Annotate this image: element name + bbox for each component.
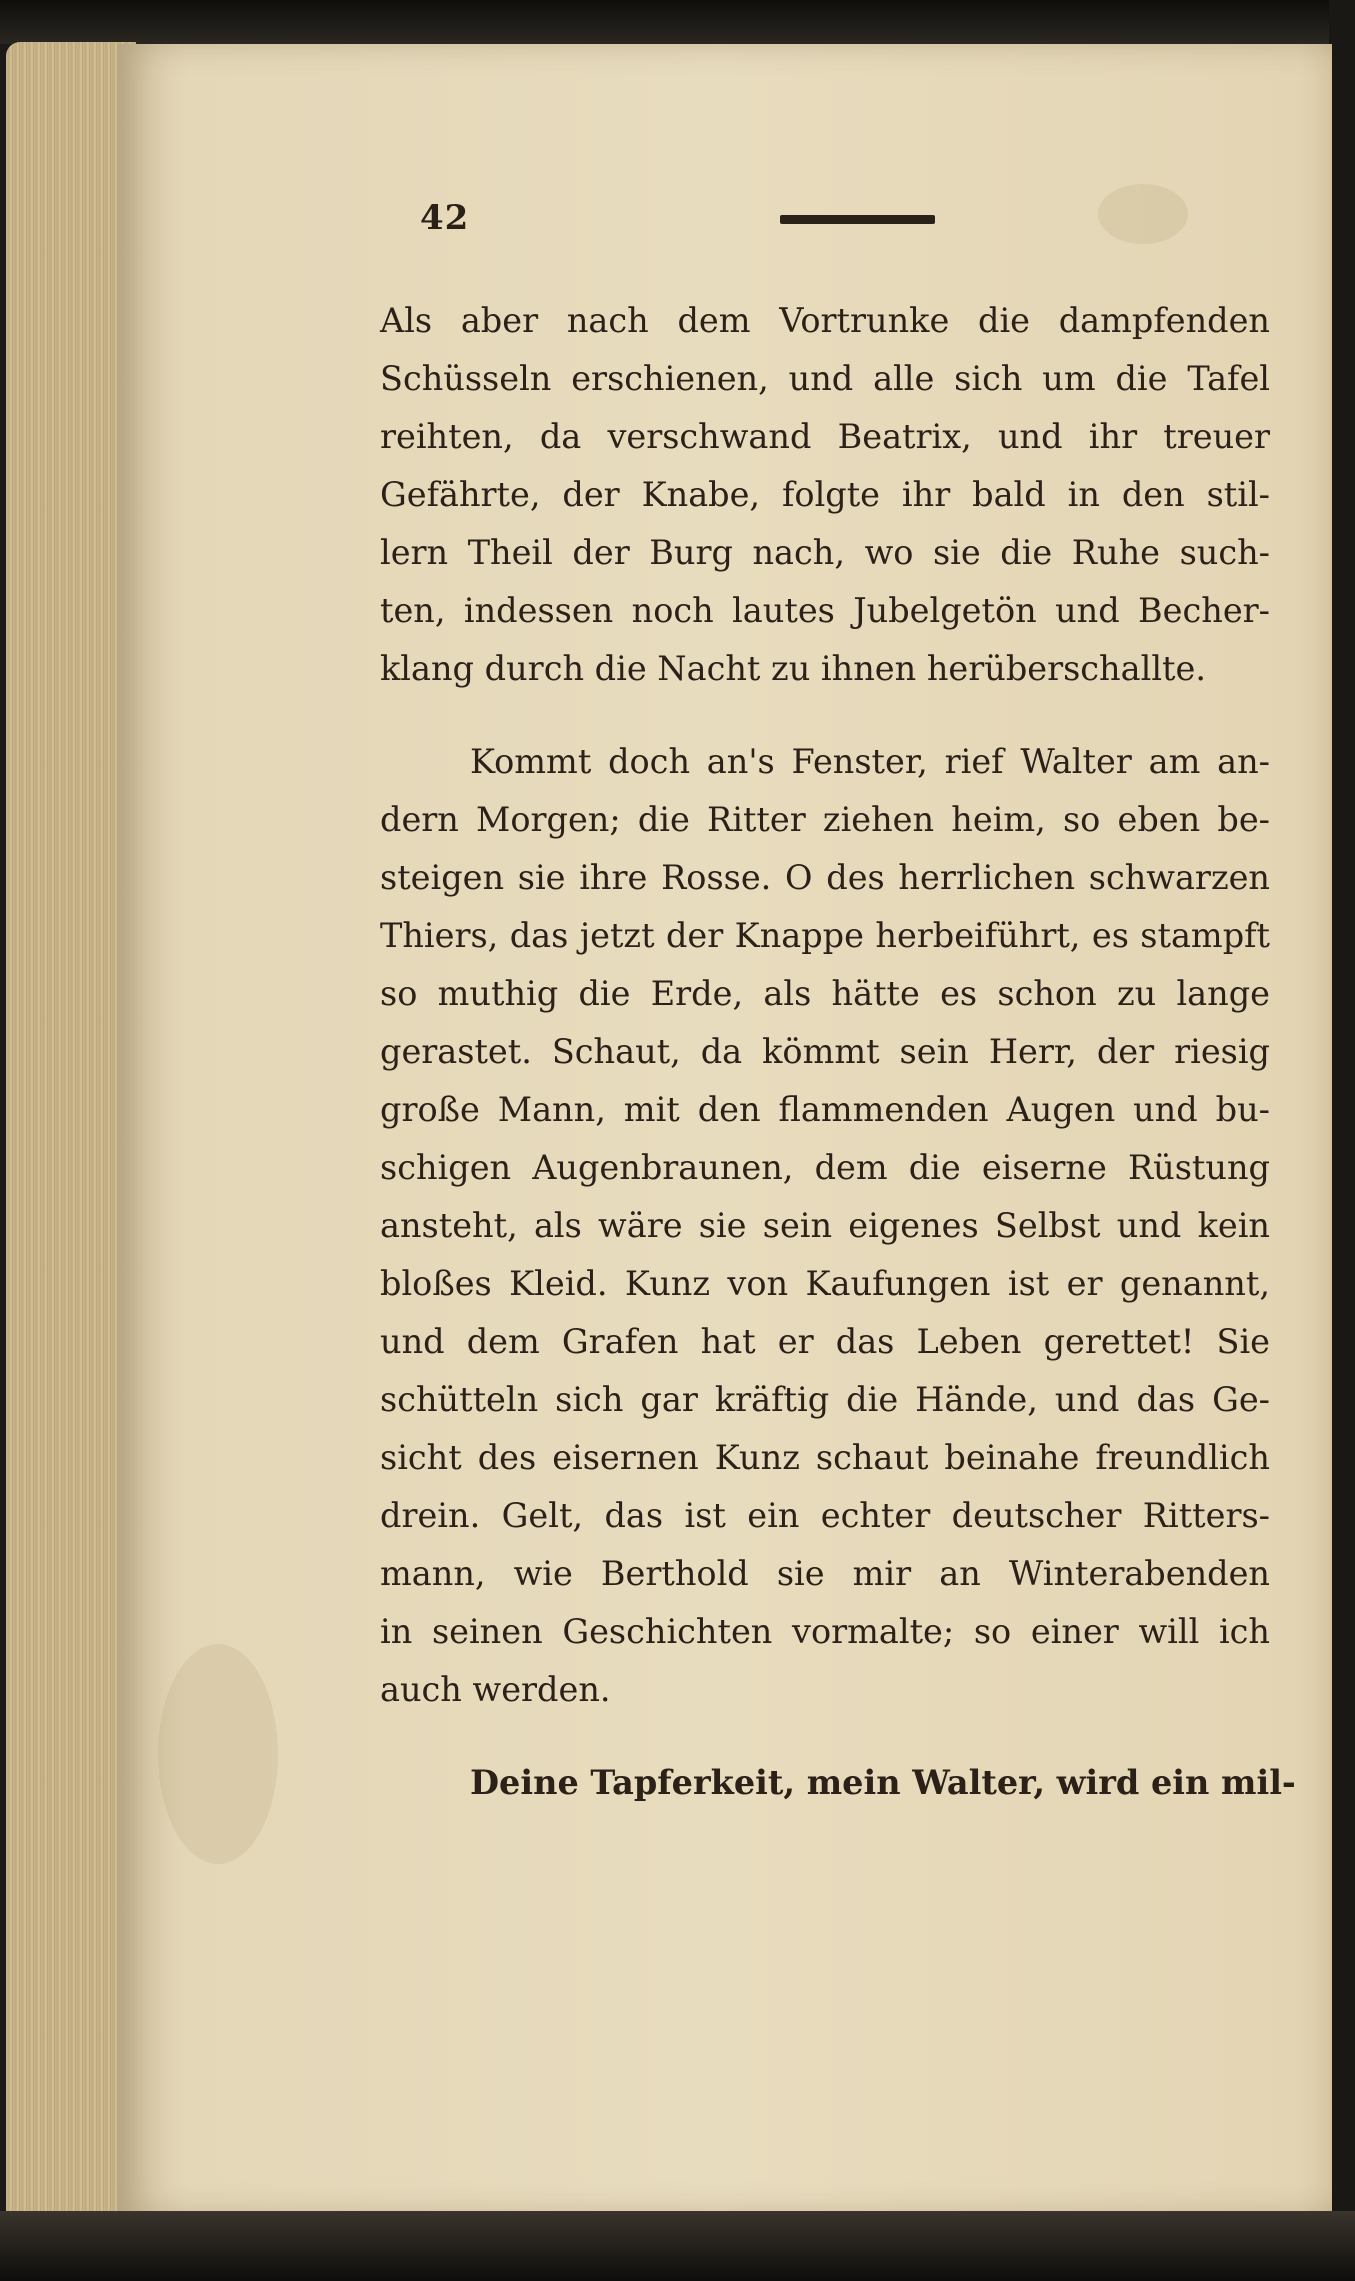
text-line: Als aber nach dem Vortrunke die dampfenden xyxy=(380,301,1270,340)
paragraph-gap xyxy=(380,698,1270,733)
paper-stain xyxy=(158,1644,278,1864)
text-line: Gefährte, der Knabe, folgte ihr bald in den stil- xyxy=(380,475,1270,514)
text-line: schütteln sich gar kräftig die Hände, und das Ge- xyxy=(380,1380,1270,1419)
page-text xyxy=(380,292,1296,1812)
text-line: in seinen Geschichten vormalte; so einer will ich xyxy=(380,1612,1270,1651)
text-line: ansteht, als wäre sie sein eigenes Selbst und kein xyxy=(380,1206,1270,1245)
text-line: und dem Grafen hat er das Leben gerettet! Sie xyxy=(380,1322,1270,1361)
text-line: steigen sie ihre Rosse. O des herrlichen schwarzen xyxy=(380,858,1270,897)
text-line: klang durch die Nacht zu ihnen herüberschallte. xyxy=(380,649,1206,688)
text-line: so muthig die Erde, als hätte es schon zu lange xyxy=(380,974,1270,1013)
paper-stain xyxy=(1098,184,1188,244)
text-line: Deine Tapferkeit, mein Walter, wird ein mil- xyxy=(470,1763,1296,1802)
text-line: auch werden. xyxy=(380,1670,611,1709)
text-line: Thiers, das jetzt der Knappe herbeiführt, es stampft xyxy=(380,916,1270,955)
text-line: ten, indessen noch lautes Jubelgetön und Becher- xyxy=(380,591,1270,630)
paragraph xyxy=(380,733,1270,1719)
text-line: dern Morgen; die Ritter ziehen heim, so eben be- xyxy=(380,800,1270,839)
page-number: 42 xyxy=(420,198,470,238)
text-line: schigen Augenbraunen, dem die eiserne Rüstung xyxy=(380,1148,1270,1187)
text-line: gerastet. Schaut, da kömmt sein Herr, der riesig xyxy=(380,1032,1270,1071)
text-line: reihten, da verschwand Beatrix, und ihr treuer xyxy=(380,417,1270,456)
text-line: lern Theil der Burg nach, wo sie die Ruhe such- xyxy=(380,533,1270,572)
text-line: drein. Gelt, das ist ein echter deutscher Ritters- xyxy=(380,1496,1270,1535)
text-line: Schüsseln erschienen, und alle sich um die Tafel xyxy=(380,359,1270,398)
book-cover-edge xyxy=(1329,0,1355,2281)
paragraph xyxy=(380,292,1270,698)
text-line: sicht des eisernen Kunz schaut beinahe freundlich xyxy=(380,1438,1270,1477)
paragraph xyxy=(380,1754,1296,1812)
text-line: mann, wie Berthold sie mir an Winterabenden xyxy=(380,1554,1270,1593)
book-top-edge xyxy=(0,0,1355,44)
text-line: bloßes Kleid. Kunz von Kaufungen ist er genannt, xyxy=(380,1264,1270,1303)
text-line: große Mann, mit den flammenden Augen und bu- xyxy=(380,1090,1270,1129)
header-rule xyxy=(780,215,935,224)
paragraph-gap xyxy=(380,1719,1270,1754)
book-bottom-edge xyxy=(0,2211,1355,2281)
text-line: Kommt doch an's Fenster, rief Walter am an- xyxy=(470,742,1270,781)
page-stack xyxy=(6,42,136,2232)
page-header xyxy=(300,198,1000,238)
